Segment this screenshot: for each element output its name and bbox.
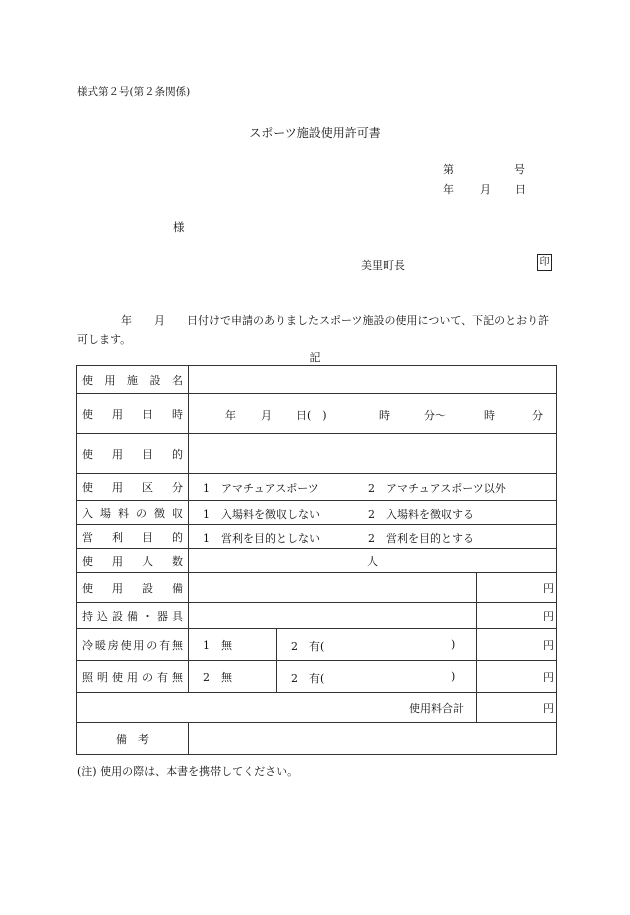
aircon-fee-unit: 円 <box>477 629 557 661</box>
dt-day: 日( ) <box>296 408 327 422</box>
ki-heading: 記 <box>309 351 321 364</box>
usage-note: (注) 使用の際は、本書を携帯してください。 <box>77 765 299 778</box>
form-number: 様式第２号(第２条関係) <box>77 86 191 98</box>
table-row <box>77 661 557 693</box>
permission-text: 年 月 日付けで申請のありましたスポーツ施設の使用について、下記のとおり許可します。 <box>77 314 550 346</box>
table-row <box>77 693 557 723</box>
remarks-label: 備 考 <box>77 723 189 755</box>
table-row <box>77 366 557 394</box>
date-month: 月 <box>480 183 491 196</box>
table-row <box>77 629 557 661</box>
profit-option-2: 2 営利を目的とする <box>368 531 474 545</box>
table-row <box>77 603 557 629</box>
facility-value <box>189 366 557 394</box>
dt-year: 年 <box>225 408 236 422</box>
number-prefix: 第 <box>443 163 454 176</box>
equipment-label: 使用設備 <box>77 573 189 603</box>
aircon-option-2-text: 2 有( <box>291 639 325 653</box>
table-row <box>77 474 557 501</box>
facility-label: 使用施設名 <box>77 366 189 394</box>
category-option-2: 2 アマチュアスポーツ以外 <box>368 482 506 495</box>
category-options <box>189 474 557 501</box>
profit-option-1: 1 営利を目的としない <box>203 531 320 545</box>
aircon-option-2 <box>277 629 477 661</box>
lighting-close-paren: ) <box>451 669 456 683</box>
issuer-name: 美里町長 <box>361 259 405 272</box>
profit-options <box>189 525 557 549</box>
permission-statement <box>77 311 555 349</box>
datetime-label: 使用日時 <box>77 394 189 434</box>
remarks-value <box>189 723 557 755</box>
aircon-close-paren: ) <box>451 637 456 651</box>
addressee-suffix: 様 <box>173 220 185 234</box>
datetime-value <box>189 394 557 434</box>
purpose-value <box>189 434 557 474</box>
dt-month: 月 <box>261 408 272 422</box>
table-row <box>77 723 557 755</box>
admission-option-2: 2 入場料を徴収する <box>368 507 474 521</box>
dt-minute2: 分 <box>532 408 543 422</box>
aircon-option-1: 1 無 <box>189 629 277 661</box>
dt-hour: 時 <box>379 408 390 422</box>
people-label: 使用人数 <box>77 549 189 573</box>
number-suffix: 号 <box>514 163 525 176</box>
dt-hour2: 時 <box>484 408 495 422</box>
profit-label: 営利目的 <box>77 525 189 549</box>
date-year: 年 <box>443 183 454 196</box>
permit-table <box>76 365 557 755</box>
equipment-fee-unit: 円 <box>477 573 557 603</box>
admission-option-1: 1 入場料を徴収しない <box>203 507 320 521</box>
category-label: 使用区分 <box>77 474 189 501</box>
aircon-label: 冷暖房使用の有無 <box>77 629 189 661</box>
purpose-label: 使用目的 <box>77 434 189 474</box>
admission-label: 入場料の徴収 <box>77 501 189 525</box>
lighting-option-2-text: 2 有( <box>291 671 325 685</box>
table-row <box>77 501 557 525</box>
total-label: 使用料合計 <box>77 693 477 723</box>
document-title: スポーツ施設使用許可書 <box>249 126 381 140</box>
brought-label: 持込設備・器具 <box>77 603 189 629</box>
date-day: 日 <box>515 183 526 196</box>
table-row <box>77 394 557 434</box>
brought-value <box>189 603 477 629</box>
people-unit: 人 <box>189 549 557 573</box>
total-fee-unit: 円 <box>477 693 557 723</box>
lighting-option-1: 2 無 <box>189 661 277 693</box>
lighting-option-2 <box>277 661 477 693</box>
lighting-fee-unit: 円 <box>477 661 557 693</box>
table-row <box>77 549 557 573</box>
dt-minute: 分〜 <box>424 408 446 422</box>
admission-options <box>189 501 557 525</box>
table-row <box>77 573 557 603</box>
seal-stamp: 印 <box>537 254 552 271</box>
equipment-value <box>189 573 477 603</box>
brought-fee-unit: 円 <box>477 603 557 629</box>
category-option-1: 1 アマチュアスポーツ <box>203 482 319 495</box>
table-row <box>77 434 557 474</box>
table-row <box>77 525 557 549</box>
lighting-label: 照明使用の有無 <box>77 661 189 693</box>
